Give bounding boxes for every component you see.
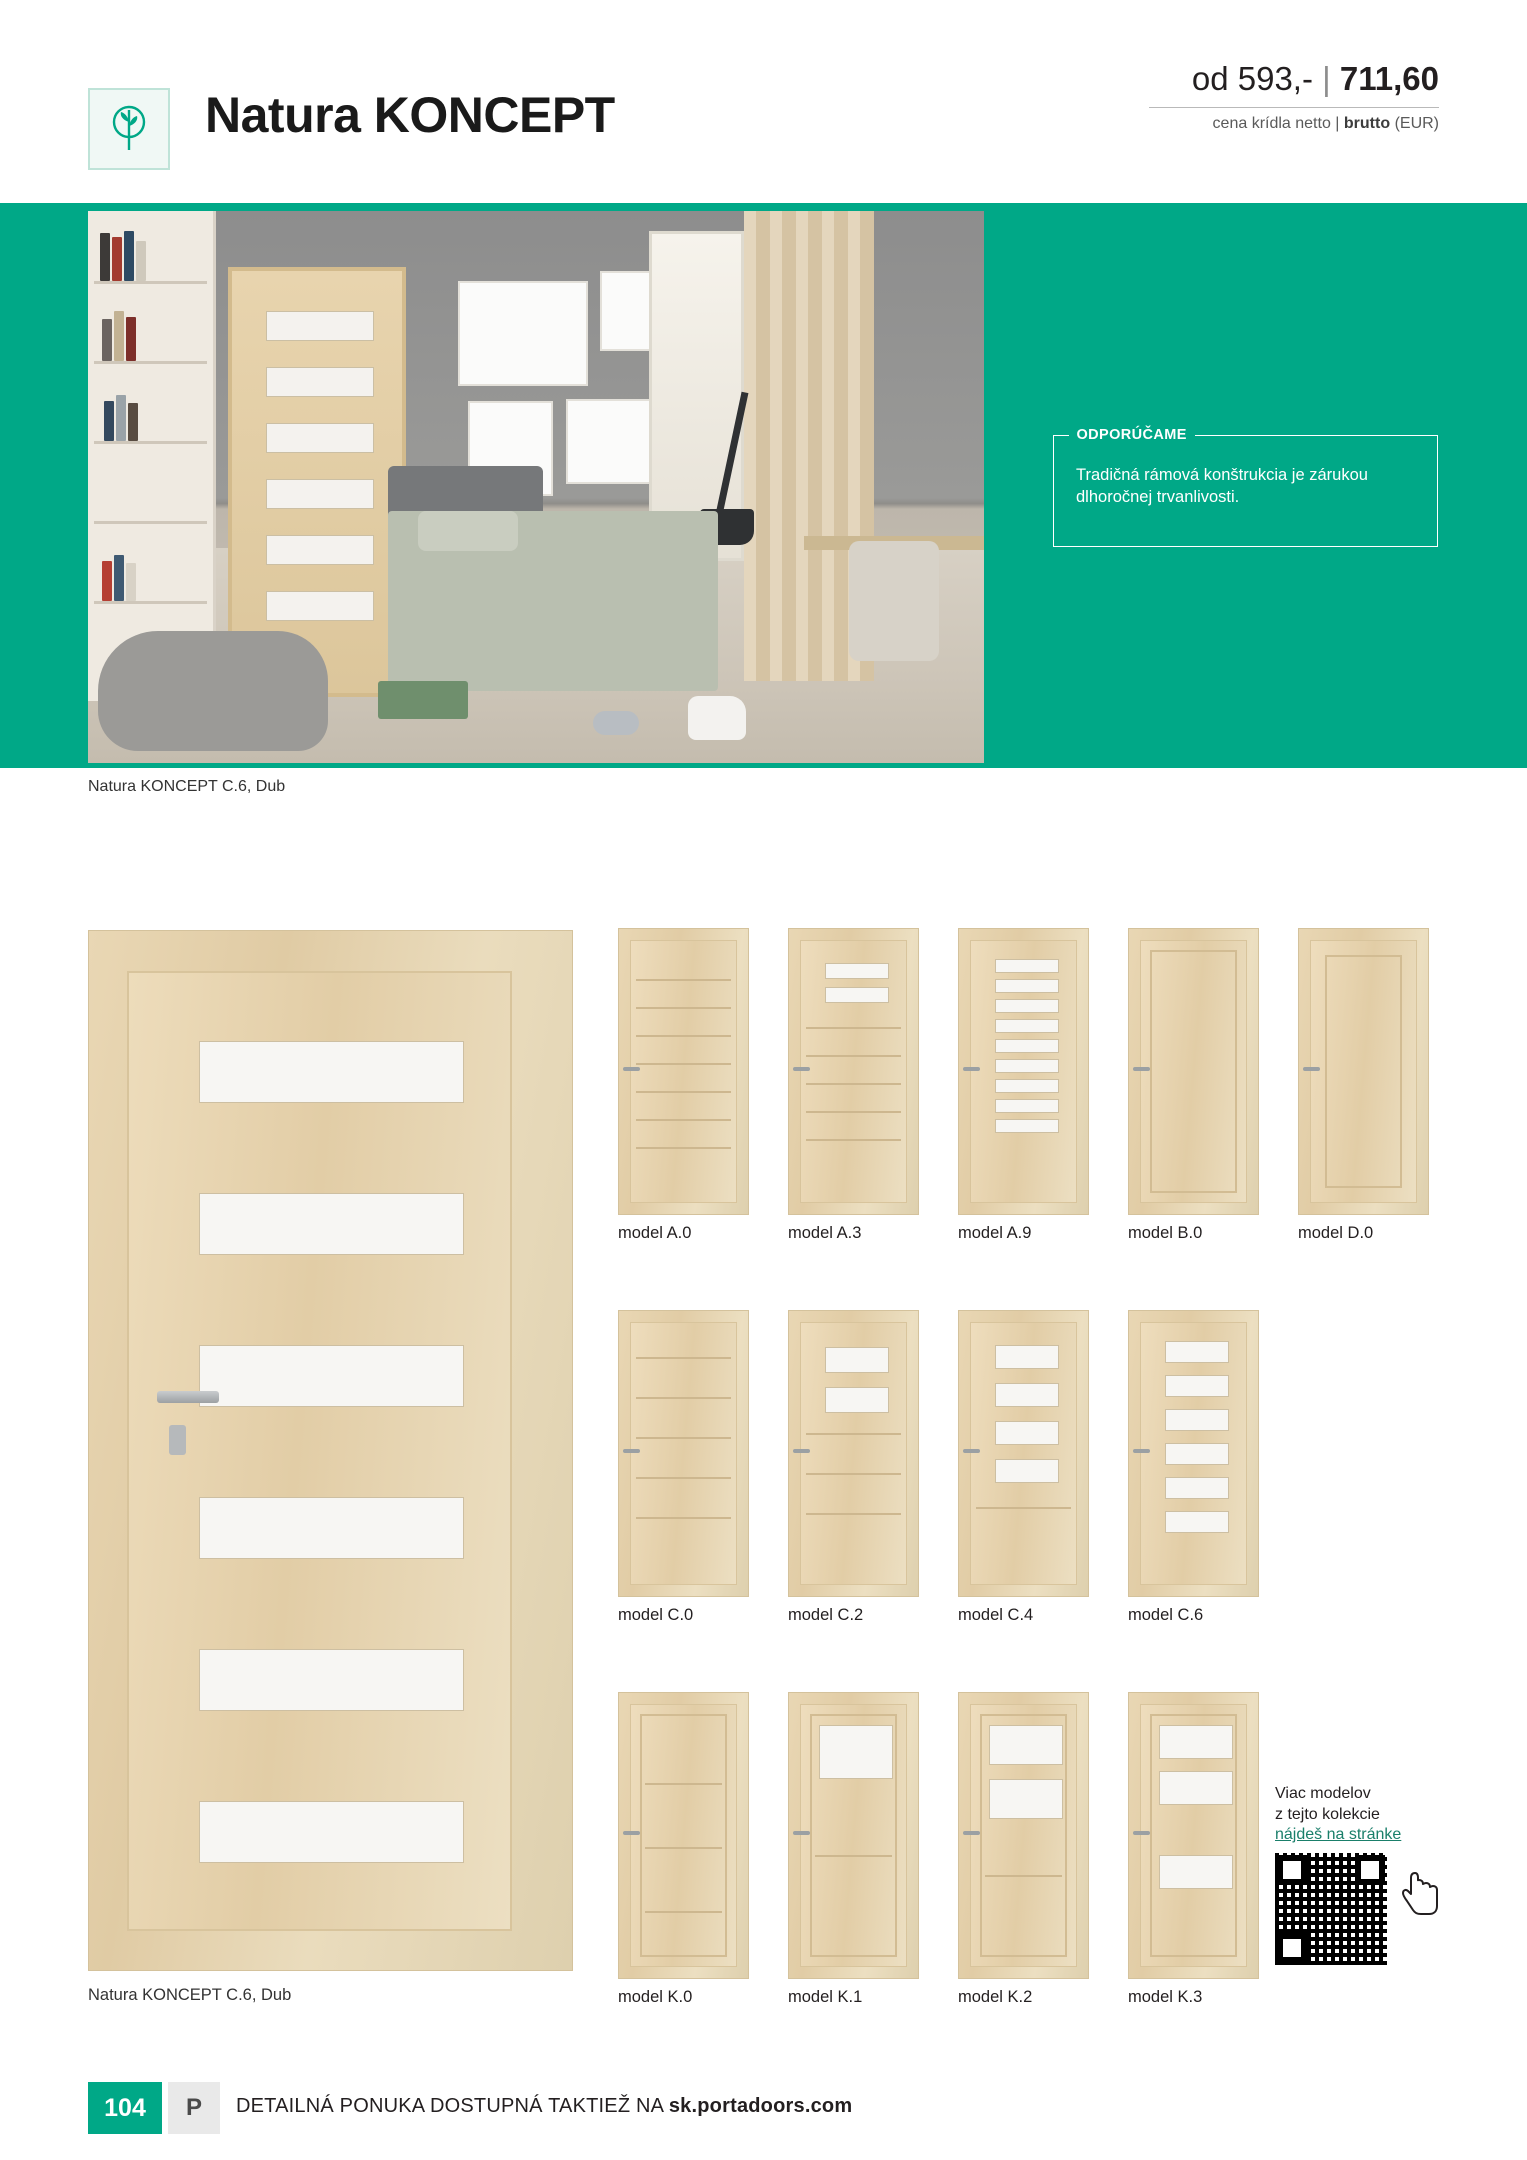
recommendation-text: Tradičná rámová konštrukcia je zárukou dlhoročnej trvanlivosti. [1076,466,1368,507]
model-thumbnail [1128,1310,1259,1597]
model-label: model K.1 [788,1988,863,2006]
model-thumbnail [618,928,749,1215]
price-line [1149,60,1439,98]
wall-poster-1 [458,281,588,386]
page-header [0,0,1527,200]
promo-block [1275,1783,1465,1965]
porta-logo-icon: P [168,2082,220,2134]
footer-text [236,2095,852,2118]
model-card-a9[interactable] [958,928,1089,1243]
door-handle-icon [1133,1831,1150,1835]
price-caption-net: cena krídla netto [1212,115,1331,132]
model-thumbnail [958,1310,1089,1597]
qr-code-icon[interactable] [1275,1853,1387,1965]
price-divider [1149,107,1439,108]
promo-line-1: Viac modelov [1275,1785,1371,1802]
model-thumbnail [1298,928,1429,1215]
model-label: model A.3 [788,1224,862,1242]
price-caption [1149,115,1439,133]
brand-logo-icon [88,88,170,170]
recommendation-label: ODPORÚČAME [1069,427,1195,443]
footer-website: sk.portadoors.com [668,2095,853,2117]
recommendation-box [1053,427,1438,547]
model-card-k3[interactable] [1128,1692,1259,2007]
model-thumbnail [788,1692,919,1979]
door-handle-icon [793,1449,810,1453]
main-door-image [88,930,573,1971]
door-handle-icon [623,1067,640,1071]
model-thumbnail [958,1692,1089,1979]
model-card-a3[interactable] [788,928,919,1243]
footer-text-plain: DETAILNÁ PONUKA DOSTUPNÁ TAKTIEŽ NA [236,2095,669,2117]
price-separator: | [1322,60,1331,97]
floor-mat [378,681,468,719]
model-card-c6[interactable] [1128,1310,1259,1625]
main-door-lock [169,1425,186,1455]
promo-line-2: z tejto kolekcie [1275,1806,1380,1824]
model-card-d0[interactable] [1298,928,1429,1243]
hero-caption: Natura KONCEPT C.6, Dub [88,778,286,795]
model-card-k2[interactable] [958,1692,1089,2007]
door-handle-icon [963,1449,980,1453]
model-card-c4[interactable] [958,1310,1089,1625]
page-number: 104 [88,2082,162,2134]
slipper [593,711,639,735]
beanbag [98,631,328,751]
model-label: model B.0 [1128,1224,1203,1242]
model-label: model C.4 [958,1606,1034,1624]
door-handle-icon [623,1831,640,1835]
model-thumbnail [788,1310,919,1597]
model-label: model C.2 [788,1606,864,1624]
hero-room-photo [88,211,984,763]
model-thumbnail [958,928,1089,1215]
door-handle-icon [623,1449,640,1453]
model-thumbnail [1128,1692,1259,1979]
model-card-a0[interactable] [618,928,749,1243]
model-card-k0[interactable] [618,1692,749,2007]
model-label: model K.3 [1128,1988,1203,2006]
price-caption-gross: brutto [1343,115,1391,132]
model-thumbnail [788,928,919,1215]
model-label: model D.0 [1298,1224,1374,1242]
model-thumbnail [618,1692,749,1979]
hand-pointer-icon [1401,1869,1441,1917]
main-door-caption: Natura KONCEPT C.6, Dub [88,1986,292,2004]
door-handle-icon [1133,1067,1150,1071]
door-handle-icon [963,1831,980,1835]
door-handle-icon [1303,1067,1320,1071]
main-door-leaf [127,971,512,1931]
door-handle-icon [793,1067,810,1071]
model-thumbnail [1128,928,1259,1215]
promo-link[interactable]: nájdeš na stránke [1275,1826,1402,1844]
model-card-b0[interactable] [1128,928,1259,1243]
price-block [1149,60,1439,133]
price-net: od 593,- [1191,60,1313,97]
page-footer [0,2082,1527,2160]
model-label: model A.9 [958,1224,1032,1242]
bookshelf [88,211,216,701]
price-gross: 711,60 [1339,60,1439,97]
model-label: model C.0 [618,1606,694,1624]
model-card-c2[interactable] [788,1310,919,1625]
model-label: model A.0 [618,1224,692,1242]
door-handle-icon [793,1831,810,1835]
model-label: model C.6 [1128,1606,1204,1624]
door-handle-icon [963,1067,980,1071]
model-label: model K.0 [618,1988,693,2006]
price-caption-separator: | [1335,115,1340,132]
bed-pillow [418,511,518,551]
model-thumbnail [618,1310,749,1597]
chair [849,541,939,661]
page-title: Natura KONCEPT [205,87,615,143]
model-card-c0[interactable] [618,1310,749,1625]
main-door-handle [157,1391,219,1403]
wall-poster-4 [566,399,656,484]
price-caption-currency: (EUR) [1394,115,1439,132]
shoes [688,696,746,740]
model-label: model K.2 [958,1988,1033,2006]
door-handle-icon [1133,1449,1150,1453]
model-card-k1[interactable] [788,1692,919,2007]
hero-banner [0,203,1527,768]
